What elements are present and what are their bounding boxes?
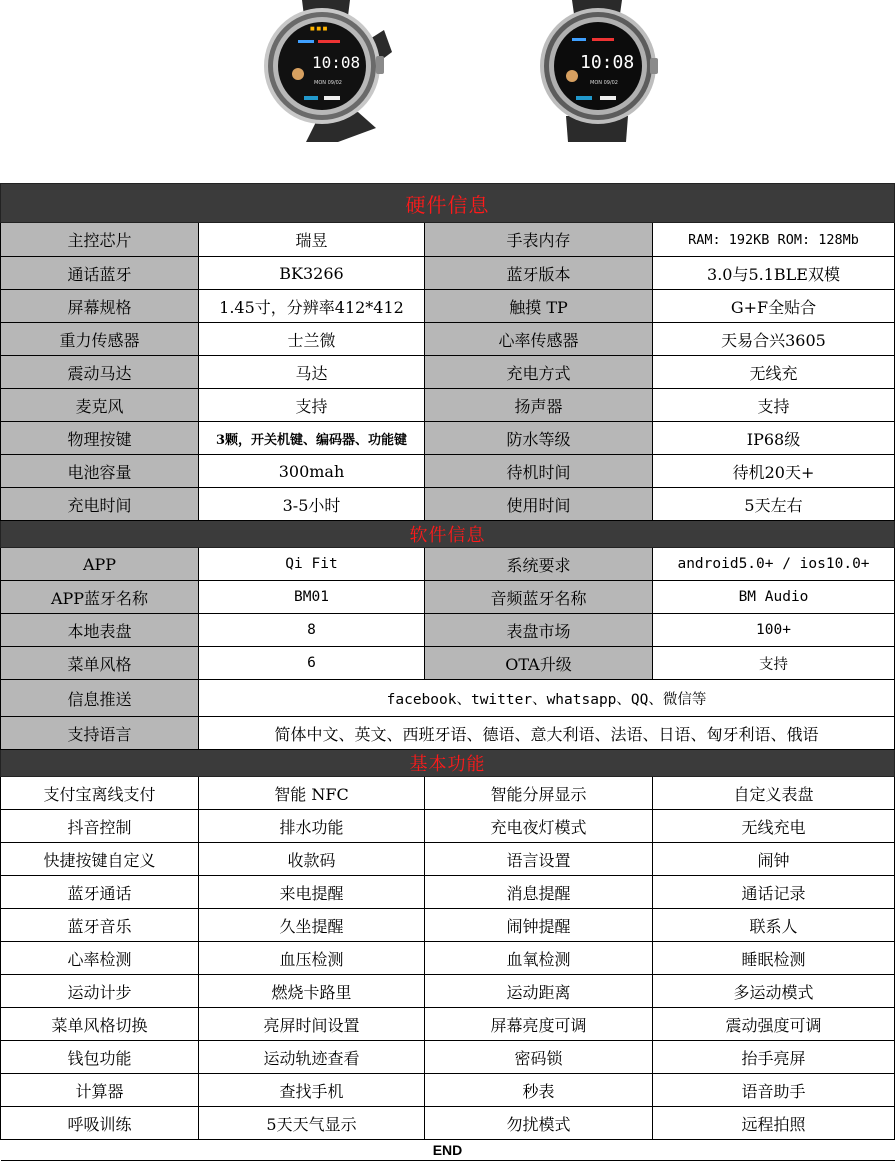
spec-sheet bbox=[0, 183, 894, 1158]
spec-value: G+F全贴合 bbox=[653, 290, 895, 323]
spec-row bbox=[1, 614, 895, 647]
smartwatch-image-right bbox=[536, 0, 660, 142]
spec-label: 触摸 TP bbox=[425, 290, 653, 323]
spec-label: 充电时间 bbox=[1, 488, 199, 521]
feature-cell: 智能分屏显示 bbox=[425, 777, 653, 810]
spec-value: 马达 bbox=[199, 356, 425, 389]
section-title: 硬件信息 bbox=[1, 184, 895, 223]
spec-value: Qi Fit bbox=[199, 548, 425, 581]
feature-row bbox=[1, 942, 895, 975]
spec-value: 无线充 bbox=[653, 356, 895, 389]
feature-cell: 查找手机 bbox=[199, 1074, 425, 1107]
spec-row-language bbox=[1, 717, 895, 750]
feature-row bbox=[1, 810, 895, 843]
spec-value: 3.0与5.1BLE双模 bbox=[653, 257, 895, 290]
spec-label: 本地表盘 bbox=[1, 614, 199, 647]
feature-cell: 菜单风格切换 bbox=[1, 1008, 199, 1041]
spec-row bbox=[1, 548, 895, 581]
spec-row-push bbox=[1, 680, 895, 717]
feature-cell: 蓝牙音乐 bbox=[1, 909, 199, 942]
feature-cell: 通话记录 bbox=[653, 876, 895, 909]
feature-cell: 钱包功能 bbox=[1, 1041, 199, 1074]
spec-row bbox=[1, 323, 895, 356]
feature-cell: 抬手亮屏 bbox=[653, 1041, 895, 1074]
spec-value: BM Audio bbox=[653, 581, 895, 614]
feature-cell: 血氧检测 bbox=[425, 942, 653, 975]
feature-cell: 运动距离 bbox=[425, 975, 653, 1008]
spec-value: BK3266 bbox=[199, 257, 425, 290]
section-header-hardware bbox=[1, 184, 895, 223]
svg-text:10:08: 10:08 bbox=[580, 52, 635, 73]
feature-row bbox=[1, 777, 895, 810]
feature-cell: 心率检测 bbox=[1, 942, 199, 975]
spec-value: BM01 bbox=[199, 581, 425, 614]
feature-cell: 充电夜灯模式 bbox=[425, 810, 653, 843]
feature-cell: 运动计步 bbox=[1, 975, 199, 1008]
spec-value: 3颗，开关机键、编码器、功能键 bbox=[199, 422, 425, 455]
spec-label: APP bbox=[1, 548, 199, 581]
feature-row bbox=[1, 1041, 895, 1074]
spec-label: 使用时间 bbox=[425, 488, 653, 521]
feature-cell: 支付宝离线支付 bbox=[1, 777, 199, 810]
product-images bbox=[0, 0, 894, 183]
spec-label: OTA升级 bbox=[425, 647, 653, 680]
spec-label: 信息推送 bbox=[1, 680, 199, 717]
spec-label: 重力传感器 bbox=[1, 323, 199, 356]
spec-value: 3-5小时 bbox=[199, 488, 425, 521]
spec-row bbox=[1, 488, 895, 521]
feature-cell: 来电提醒 bbox=[199, 876, 425, 909]
feature-cell: 秒表 bbox=[425, 1074, 653, 1107]
spec-row bbox=[1, 257, 895, 290]
feature-cell: 抖音控制 bbox=[1, 810, 199, 843]
spec-value: 300mah bbox=[199, 455, 425, 488]
feature-cell: 语音助手 bbox=[653, 1074, 895, 1107]
feature-cell: 无线充电 bbox=[653, 810, 895, 843]
feature-cell: 燃烧卡路里 bbox=[199, 975, 425, 1008]
spec-label: 待机时间 bbox=[425, 455, 653, 488]
feature-cell: 排水功能 bbox=[199, 810, 425, 843]
spec-value: 待机20天+ bbox=[653, 455, 895, 488]
spec-row bbox=[1, 223, 895, 257]
feature-cell: 闹钟提醒 bbox=[425, 909, 653, 942]
feature-cell: 闹钟 bbox=[653, 843, 895, 876]
feature-cell: 语言设置 bbox=[425, 843, 653, 876]
spec-row bbox=[1, 422, 895, 455]
feature-cell: 睡眠检测 bbox=[653, 942, 895, 975]
svg-text:MON 09/02: MON 09/02 bbox=[314, 80, 342, 86]
feature-cell: 亮屏时间设置 bbox=[199, 1008, 425, 1041]
spec-value: 支持 bbox=[199, 389, 425, 422]
feature-row bbox=[1, 909, 895, 942]
spec-label: 通话蓝牙 bbox=[1, 257, 199, 290]
spec-value: RAM: 192KB ROM: 128Mb bbox=[653, 223, 895, 257]
spec-label: 麦克风 bbox=[1, 389, 199, 422]
section-header-basic bbox=[1, 750, 895, 777]
spec-value: 8 bbox=[199, 614, 425, 647]
feature-row bbox=[1, 1074, 895, 1107]
feature-cell: 5天天气显示 bbox=[199, 1107, 425, 1140]
end-label: END bbox=[1, 1140, 895, 1161]
feature-cell: 自定义表盘 bbox=[653, 777, 895, 810]
feature-cell: 运动轨迹查看 bbox=[199, 1041, 425, 1074]
spec-value: 100+ bbox=[653, 614, 895, 647]
spec-label: 物理按键 bbox=[1, 422, 199, 455]
spec-row bbox=[1, 455, 895, 488]
spec-label: 电池容量 bbox=[1, 455, 199, 488]
spec-value: 士兰微 bbox=[199, 323, 425, 356]
feature-cell: 久坐提醒 bbox=[199, 909, 425, 942]
feature-cell: 蓝牙通话 bbox=[1, 876, 199, 909]
section-header-software bbox=[1, 521, 895, 548]
feature-cell: 远程拍照 bbox=[653, 1107, 895, 1140]
spec-value: 6 bbox=[199, 647, 425, 680]
spec-value: 瑞昱 bbox=[199, 223, 425, 257]
feature-cell: 勿扰模式 bbox=[425, 1107, 653, 1140]
svg-text:■ ■ ■: ■ ■ ■ bbox=[310, 26, 328, 32]
spec-label: 手表内存 bbox=[425, 223, 653, 257]
spec-label: 心率传感器 bbox=[425, 323, 653, 356]
feature-cell: 密码锁 bbox=[425, 1041, 653, 1074]
spec-label: 系统要求 bbox=[425, 548, 653, 581]
spec-value: IP68级 bbox=[653, 422, 895, 455]
spec-row bbox=[1, 356, 895, 389]
spec-label: 蓝牙版本 bbox=[425, 257, 653, 290]
spec-label: 震动马达 bbox=[1, 356, 199, 389]
smartwatch-image-left bbox=[258, 0, 396, 142]
feature-row bbox=[1, 975, 895, 1008]
spec-label: 音频蓝牙名称 bbox=[425, 581, 653, 614]
spec-label: 支持语言 bbox=[1, 717, 199, 750]
end-row bbox=[1, 1140, 895, 1161]
feature-row bbox=[1, 876, 895, 909]
spec-value: 5天左右 bbox=[653, 488, 895, 521]
section-title: 软件信息 bbox=[1, 521, 895, 548]
feature-cell: 多运动模式 bbox=[653, 975, 895, 1008]
feature-row bbox=[1, 1107, 895, 1140]
spec-row bbox=[1, 581, 895, 614]
spec-label: 主控芯片 bbox=[1, 223, 199, 257]
spec-row bbox=[1, 647, 895, 680]
spec-value: 1.45寸，分辨率412*412 bbox=[199, 290, 425, 323]
spec-table bbox=[0, 183, 895, 1161]
feature-cell: 震动强度可调 bbox=[653, 1008, 895, 1041]
section-title: 基本功能 bbox=[1, 750, 895, 777]
feature-cell: 血压检测 bbox=[199, 942, 425, 975]
spec-value: 简体中文、英文、西班牙语、德语、意大利语、法语、日语、匈牙利语、俄语 bbox=[199, 717, 895, 750]
feature-cell: 计算器 bbox=[1, 1074, 199, 1107]
spec-value: facebook、twitter、whatsapp、QQ、微信等 bbox=[199, 680, 895, 717]
feature-cell: 智能 NFC bbox=[199, 777, 425, 810]
spec-label: 屏幕规格 bbox=[1, 290, 199, 323]
spec-label: APP蓝牙名称 bbox=[1, 581, 199, 614]
feature-row bbox=[1, 843, 895, 876]
svg-text:MON 09/02: MON 09/02 bbox=[590, 80, 618, 86]
feature-cell: 联系人 bbox=[653, 909, 895, 942]
feature-cell: 呼吸训练 bbox=[1, 1107, 199, 1140]
spec-value: 支持 bbox=[653, 647, 895, 680]
svg-text:10:08: 10:08 bbox=[312, 53, 361, 72]
spec-label: 菜单风格 bbox=[1, 647, 199, 680]
spec-value: 天易合兴3605 bbox=[653, 323, 895, 356]
spec-label: 防水等级 bbox=[425, 422, 653, 455]
feature-cell: 快捷按键自定义 bbox=[1, 843, 199, 876]
spec-row bbox=[1, 389, 895, 422]
feature-cell: 收款码 bbox=[199, 843, 425, 876]
spec-row bbox=[1, 290, 895, 323]
spec-label: 扬声器 bbox=[425, 389, 653, 422]
spec-value: 支持 bbox=[653, 389, 895, 422]
feature-cell: 消息提醒 bbox=[425, 876, 653, 909]
spec-label: 表盘市场 bbox=[425, 614, 653, 647]
spec-label: 充电方式 bbox=[425, 356, 653, 389]
feature-row bbox=[1, 1008, 895, 1041]
feature-cell: 屏幕亮度可调 bbox=[425, 1008, 653, 1041]
spec-value: android5.0+ / ios10.0+ bbox=[653, 548, 895, 581]
